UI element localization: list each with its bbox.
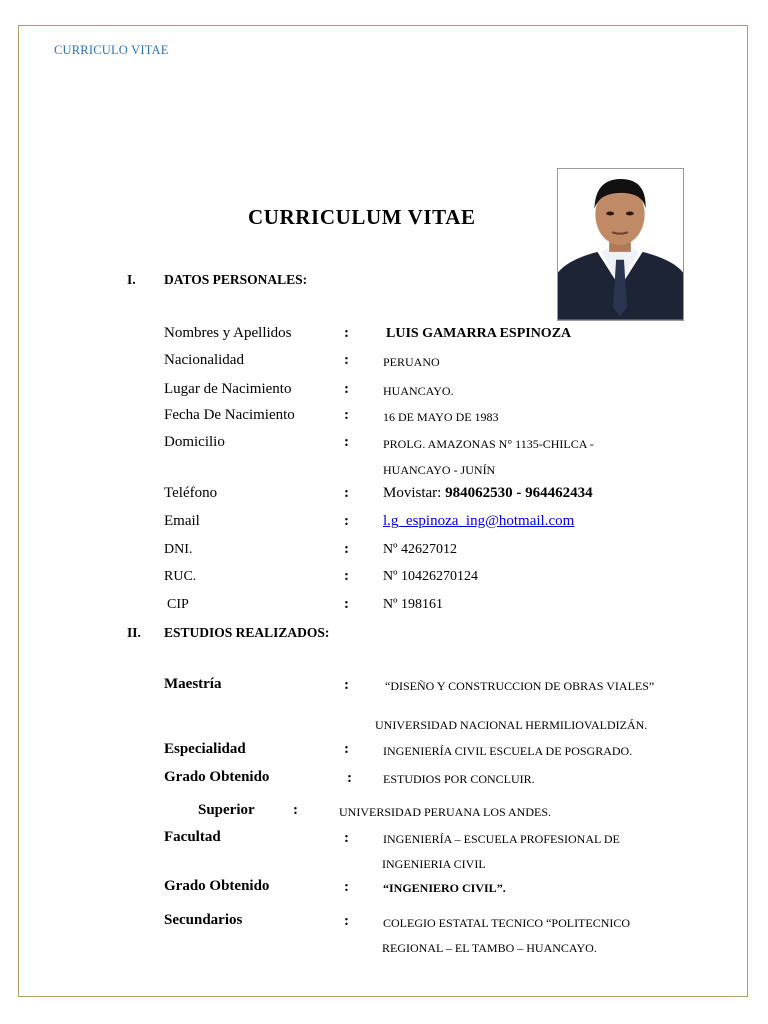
colon: : [344, 677, 349, 693]
birthplace-label: Lugar de Nacimiento [164, 381, 292, 397]
page-header: CURRICULO VITAE [54, 43, 169, 57]
ruc-label: RUC. [164, 569, 197, 584]
phone-prefix: Movistar: [383, 485, 446, 501]
specialty-label: Especialidad [164, 741, 246, 757]
ruc-value: Nº 10426270124 [383, 569, 478, 584]
document-title: CURRICULUM VITAE [248, 205, 476, 229]
colon: : [344, 741, 349, 757]
masters-label: Maestría [164, 676, 222, 692]
name-value: LUIS GAMARRA ESPINOZA [386, 326, 572, 341]
colon: : [344, 879, 349, 895]
colon: : [344, 513, 349, 529]
superior-value: UNIVERSIDAD PERUANA LOS ANDES. [339, 805, 552, 819]
name-label: Nombres y Apellidos [164, 325, 292, 341]
colon: : [344, 596, 349, 612]
masters-university: UNIVERSIDAD NACIONAL HERMILIOVALDIZÁN. [375, 718, 648, 732]
specialty-value: INGENIERÍA CIVIL ESCUELA DE POSGRADO. [383, 744, 633, 758]
phone-value [383, 485, 593, 502]
birthdate-label: Fecha De Nacimiento [164, 407, 295, 423]
cip-value: Nº 198161 [383, 597, 443, 612]
masters-value: “DISEÑO Y CONSTRUCCION DE OBRAS VIALES” [385, 679, 655, 693]
colon: : [344, 568, 349, 584]
birthdate-value: 16 DE MAYO DE 1983 [383, 410, 499, 424]
dni-value: Nº 42627012 [383, 542, 457, 557]
secondary-label: Secundarios [164, 912, 243, 928]
colon: : [344, 407, 349, 423]
cip-label: CIP [167, 597, 189, 612]
degree-label: Grado Obtenido [164, 769, 270, 785]
colon: : [344, 434, 349, 450]
colon: : [344, 541, 349, 557]
superior-label: Superior [198, 802, 255, 818]
colon: : [344, 325, 349, 341]
profile-photo [557, 168, 684, 321]
degree-value: ESTUDIOS POR CONCLUIR. [383, 772, 535, 786]
email-link[interactable]: l.g_espinoza_ing@hotmail.com [383, 513, 575, 529]
secondary-line-2: REGIONAL – EL TAMBO – HUANCAYO. [382, 941, 597, 955]
email-label: Email [164, 513, 200, 529]
colon: : [344, 485, 349, 501]
section-title: ESTUDIOS REALIZADOS: [164, 625, 330, 640]
faculty-line-2: INGENIERIA CIVIL [382, 857, 486, 871]
faculty-line-1: INGENIERÍA – ESCUELA PROFESIONAL DE [383, 832, 620, 846]
section-title: DATOS PERSONALES: [164, 272, 308, 287]
nationality-label: Nacionalidad [164, 352, 244, 368]
colon: : [344, 352, 349, 368]
section-number: II. [127, 625, 141, 640]
address-label: Domicilio [164, 434, 225, 450]
dni-label: DNI. [164, 542, 193, 557]
colon: : [293, 802, 298, 818]
colon: : [344, 381, 349, 397]
phone-label: Teléfono [164, 485, 218, 501]
phone-numbers: 984062530 - 964462434 [445, 485, 593, 501]
colon: : [344, 830, 349, 846]
colon: : [344, 913, 349, 929]
address-line-2: HUANCAYO - JUNÍN [383, 463, 496, 477]
section-number: I. [127, 272, 136, 287]
colon: : [347, 770, 352, 786]
faculty-label: Facultad [164, 829, 221, 845]
nationality-value: PERUANO [383, 355, 440, 369]
degree-label: Grado Obtenido [164, 878, 270, 894]
secondary-line-1: COLEGIO ESTATAL TECNICO “POLITECNICO [383, 916, 631, 930]
address-line-1: PROLG. AMAZONAS N° 1135-CHILCA - [383, 437, 594, 451]
birthplace-value: HUANCAYO. [383, 384, 454, 398]
degree-value: “INGENIERO CIVIL”. [383, 881, 506, 895]
